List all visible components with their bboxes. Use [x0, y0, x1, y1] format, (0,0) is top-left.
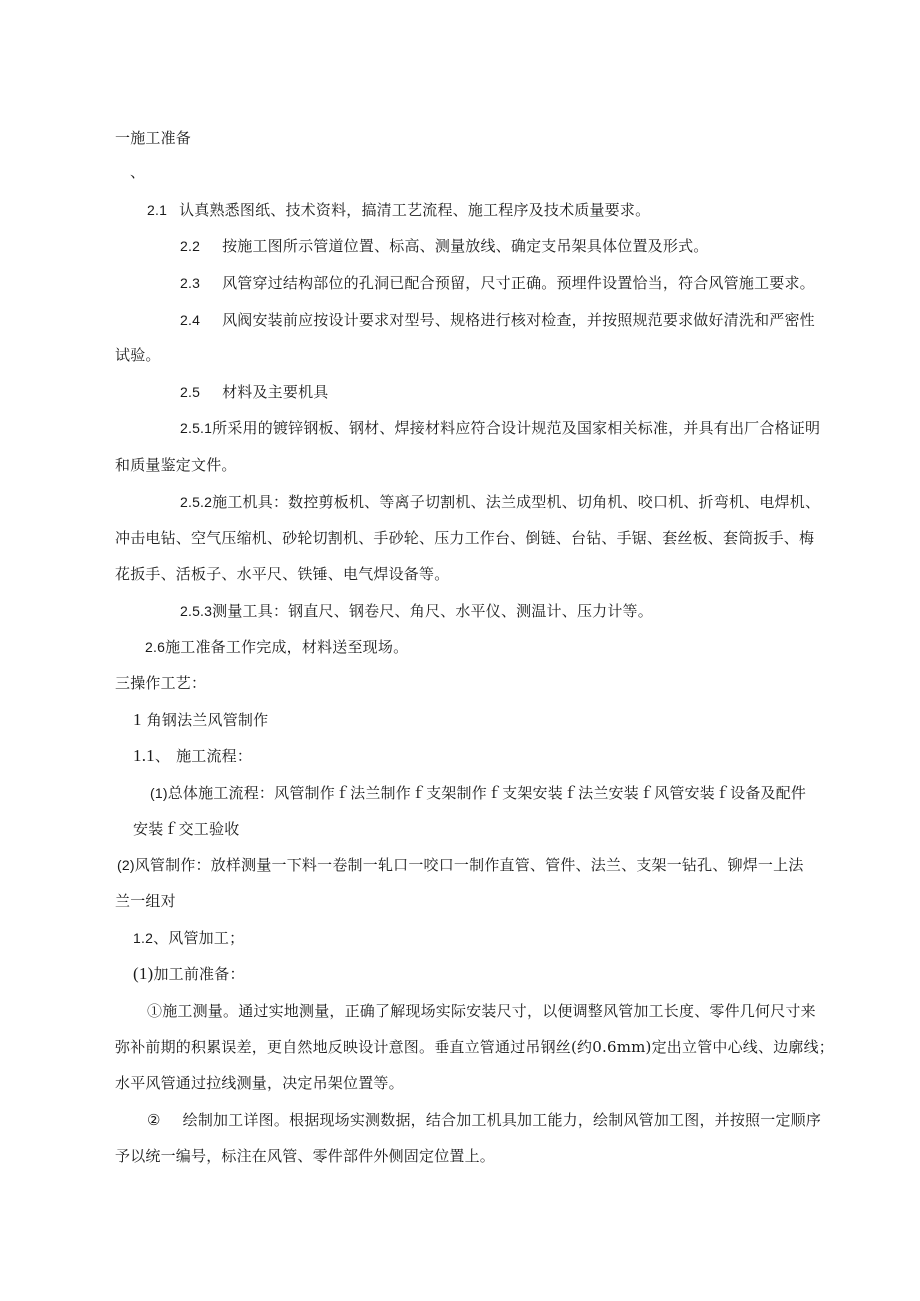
step-marker: ① [147, 1002, 163, 1020]
flow-duct-making-continued: 兰一组对 [115, 892, 176, 910]
item-number: 2.1 [147, 202, 168, 218]
item-2-5-1-continued: 和质量鉴定文件。 [115, 456, 237, 474]
section-heading-preparation [115, 128, 191, 148]
item-text: 绘制加工详图。根据现场实测数据，结合加工机具加工能力，绘制风管加工图，并按照一定顺序 [182, 1111, 822, 1129]
item-number: 1 [133, 710, 142, 729]
step-survey [147, 1001, 816, 1021]
item-2-5-2-continued-1: 冲击电钻、空气压缩机、砂轮切割机、手砂轮、压力工作台、倒链、台钻、手锯、套丝板、套筒扳手、梅 [115, 529, 815, 547]
item-text: 测量工具：钢直尺、钢卷尺、角尺、水平仪、测温计、压力计等。 [212, 602, 653, 620]
item-2-4 [180, 310, 815, 330]
item-number: 2.3 [180, 275, 201, 291]
item-2-5-3 [180, 601, 653, 621]
flow-duct-making [117, 855, 804, 875]
item-text: 风管穿过结构部位的孔洞已配合预留，尺寸正确。预埋件设置恰当，符合风管施工要求。 [222, 274, 815, 292]
step-survey-continued-1: 弥补前期的积累误差，更自然地反映设计意图。垂直立管通过吊钢丝(约0.6mm)定出立管中心线、边廓线； [115, 1038, 835, 1056]
item-number: 2.5 [180, 384, 201, 400]
step-drawing-continued: 予以统一编号，标注在风管、零件部件外侧固定位置上。 [115, 1147, 496, 1165]
preparation-heading [133, 964, 245, 984]
item-text: 总体施工流程：风管制作ｆ法兰制作ｆ支架制作ｆ支架安装ｆ法兰安装ｆ风管安装ｆ设备及配件 [167, 784, 807, 802]
item-number: 2.2 [180, 238, 201, 254]
item-text: 按施工图所示管道位置、标高、测量放线、确定支吊架具体位置及形式。 [222, 237, 709, 255]
item-number: 2.5.2 [180, 494, 213, 510]
item-text: 、风管加工； [153, 929, 245, 947]
item-2-4-continued: 试验。 [115, 346, 161, 364]
item-text: 施工流程： [176, 747, 253, 765]
item-text: 加工前准备： [153, 965, 245, 983]
item-number: 2.4 [180, 312, 201, 328]
item-2-3 [180, 273, 815, 293]
item-text: 风阀安装前应按设计要求对型号、规格进行核对检查，并按照规范要求做好清洗和严密性 [222, 311, 815, 329]
flow-overall [150, 783, 806, 803]
subsection-angle-flange-duct [133, 710, 268, 730]
item-number: 2.5.3 [180, 603, 213, 619]
item-text: 角钢法兰风管制作 [146, 711, 269, 729]
item-2-5-1 [180, 418, 820, 438]
item-2-2 [180, 236, 708, 256]
item-text: 施工测量。通过实地测量，正确了解现场实际安装尺寸，以便调整风管加工长度、零件几何尺寸来 [162, 1002, 816, 1020]
item-text: 所采用的镀锌钢板、钢材、焊接材料应符合设计规范及国家相关标准，并具有出厂合格证明 [212, 419, 821, 437]
item-2-5 [180, 382, 328, 402]
item-text: 施工机具：数控剪板机、等离子切割机、法兰成型机、切角机、咬口机、折弯机、电焊机、 [212, 493, 821, 511]
item-number: (1) [133, 964, 154, 983]
item-text: 施工准备工作完成，材料送至现场。 [165, 638, 409, 656]
subsection-1-1: 1.1、 施工流程： [133, 746, 253, 765]
item-2-5-2-continued-2: 花扳手、活板子、水平尺、铁锤、电气焊设备等。 [115, 565, 450, 583]
heading-mark: 、 [130, 163, 146, 181]
item-text: 材料及主要机具 [222, 383, 329, 401]
step-drawing [147, 1110, 821, 1130]
step-marker: ② [147, 1111, 161, 1129]
section-heading-operation: 三操作工艺： [115, 674, 207, 692]
item-2-6 [145, 637, 408, 657]
item-number: 2.5.1 [180, 420, 213, 436]
item-number: 2.6 [145, 639, 166, 655]
item-2-5-2 [180, 492, 820, 512]
flow-overall-continued: 安装ｆ交工验收 [133, 820, 240, 838]
item-number: 1.2 [133, 930, 154, 946]
item-text: 风管制作：放样测量一下料一卷制一轧口一咬口一制作直管、管件、法兰、支架一钻孔、铆焊一上法 [134, 856, 804, 874]
subsection-1-2 [133, 928, 244, 948]
step-survey-continued-2: 水平风管通过拉线测量，决定吊架位置等。 [115, 1074, 404, 1092]
heading-text: 一施工准备 [115, 129, 192, 147]
item-number: 1.1 [133, 746, 155, 765]
item-number: (1) [150, 785, 168, 801]
item-2-1 [147, 200, 650, 220]
item-text: 认真熟悉图纸、技术资料，搞清工艺流程、施工程序及技术质量要求。 [179, 201, 651, 219]
item-number: (2) [117, 857, 135, 873]
